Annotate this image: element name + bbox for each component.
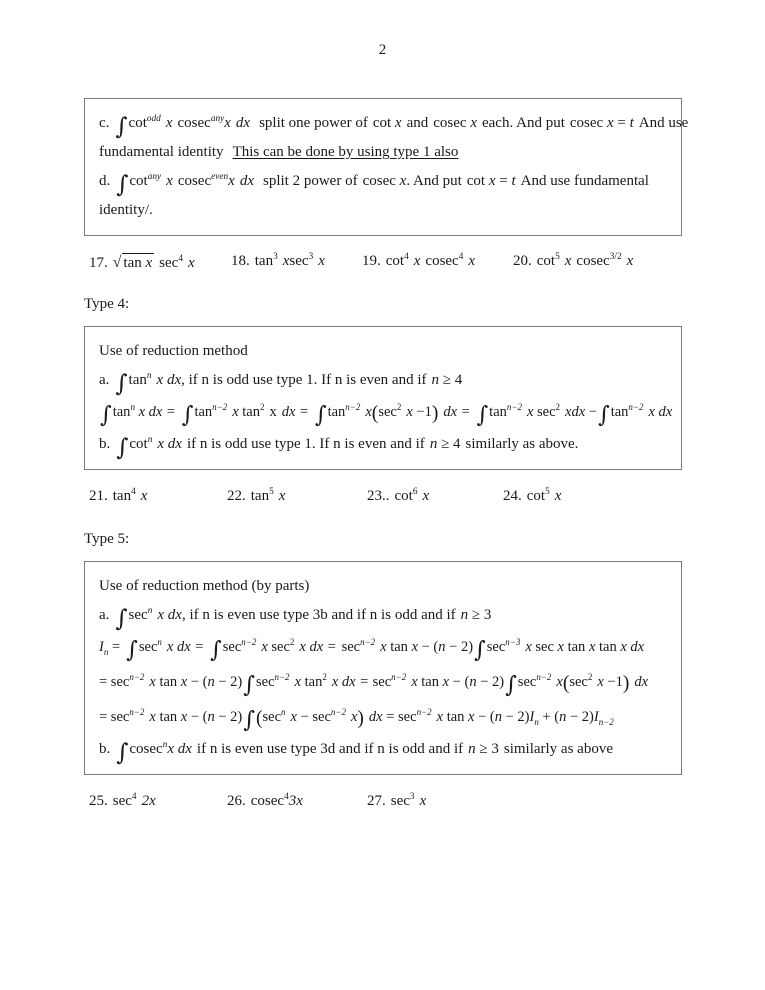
exercise-item-24 <box>503 488 561 505</box>
rule-a-var: x dx <box>156 372 182 388</box>
rule-d-var1: x <box>166 173 173 189</box>
exercise-item-18 <box>231 253 325 270</box>
rule-b-text: if n is even use type 3d and if n is odd and if <box>196 741 464 757</box>
exercise-var: 2x <box>141 793 156 809</box>
formula-In: I <box>99 639 104 655</box>
exercise-var-1: x <box>282 253 290 269</box>
exercise-fn-2: sec <box>289 253 309 269</box>
exercise-exponent: 5 <box>545 487 550 497</box>
rule-b-fn: cosec <box>129 741 163 757</box>
exercise-var: x <box>419 793 427 809</box>
rule-d-substitution: cot x = t <box>466 173 516 189</box>
rule-d-text1: split 2 power of <box>263 173 358 189</box>
exercise-number: 24. <box>503 488 522 504</box>
exercise-exponent: 4 <box>131 792 137 802</box>
exercise-fn-1: cot <box>536 253 556 269</box>
exercise-fn: cot <box>526 488 546 504</box>
exercise-fn: sec <box>159 255 179 271</box>
type-5-rules-box <box>84 561 682 775</box>
exercise-fn-2: cosec <box>425 253 459 269</box>
rule-c-line2-underlined: This can be done by using type 1 also <box>232 144 459 160</box>
exercise-exponent-1: 4 <box>404 252 409 262</box>
rule-c-text3: each. And put <box>481 115 565 131</box>
exercise-var-2: x <box>626 253 634 269</box>
rule-a-fn: tan <box>128 372 147 388</box>
exercise-var: x <box>278 488 286 504</box>
exercise-exponent: 4 <box>284 792 289 802</box>
exercise-number: 25. <box>89 793 108 809</box>
rule-d-exponent-even: even <box>211 172 229 182</box>
rule-b-label: b. <box>99 741 111 757</box>
rule-a-fn: sec <box>128 607 148 623</box>
exercise-item-17: 17. √ tan x $\sec^4 x$ <box>89 254 195 272</box>
exercise-item-23 <box>367 488 429 505</box>
exercise-number: 19. <box>362 253 381 269</box>
rule-b-text: if n is odd use type 1. If n is even and if <box>186 436 425 452</box>
rule-d-text2: . And put <box>406 173 462 189</box>
exercise-fn-1: cot <box>385 253 405 269</box>
rule-b-exponent: n <box>162 740 168 750</box>
exercise-row-17-20 <box>84 253 682 283</box>
exercise-item-22 <box>227 488 285 505</box>
rule-c-var2: x <box>224 115 231 131</box>
exercise-fn-1: tan <box>254 253 274 269</box>
exercise-item-21 <box>89 488 147 505</box>
exercise-row-21-24 <box>84 488 682 518</box>
type-5-formula-line-2: = $\sec^{n-2} x$ $\tan x - (n - 2)\int\sec^{n-2}$ x $\tan^2 x$ dx = $\sec^{n-2} x$ $\tan x - (n - 2)\int\sec^{n-2}$ $x(\sec^2$ x −1) dx <box>99 672 649 699</box>
type-4-rule-a: a. $\int\tan^n$ x dx, if n is odd use type 1. If n is even and if n ≥ 4 <box>99 369 463 397</box>
exercise-var: x <box>554 488 562 504</box>
rule-d-text3: And use fundamental <box>520 173 649 189</box>
exercise-var: x <box>422 488 430 504</box>
exercise-row-25-27 <box>84 793 682 823</box>
exercise-exponent: 3 <box>409 792 415 802</box>
type-4-rules-box <box>84 326 682 470</box>
exercise-exponent: 4 <box>178 254 183 264</box>
rule-a-text: , if n is odd use type 1. If n is even and if <box>181 372 427 388</box>
rule-b-condition: n ≥ 4 <box>429 436 461 452</box>
rule-a-var: x dx <box>157 607 182 623</box>
rule-d-cosecx: cosec x <box>362 173 407 189</box>
exercise-item-27 <box>367 793 426 810</box>
type-5-rule-a: a. $\int\sec^n$ x dx, if n is even use type 3b and if n is odd and if n ≥ 3 <box>99 604 492 632</box>
rule-a-label: a. <box>99 607 110 623</box>
exercise-var-2: x <box>318 253 325 269</box>
exercise-var: 3x <box>288 793 303 809</box>
type-4-formula: $\int\tan^n$ x dx = $\int\tan^{n-2}$ x $\tan^2 x$ dx = $\int\tan^{n-2}$ $x(\sec^2$ x −1) dx = $\int\tan^{n-2}$ x $\sec^2$ xdx $-\int\tan^{n-2}$ x dx <box>100 402 673 429</box>
rule-a-exponent: n <box>147 606 153 616</box>
exercise-var: x <box>140 488 148 504</box>
rule-a-condition: n ≥ 3 <box>460 607 492 623</box>
exercise-exponent: 5 <box>269 487 274 497</box>
rule-d-dx: dx <box>239 173 254 189</box>
exercise-var-1: x <box>413 253 421 269</box>
rule-a-label: a. <box>99 372 110 388</box>
rule-c-text1: split one power of <box>259 115 368 131</box>
rule-c-cot: cot <box>128 115 147 131</box>
exercise-number: 18. <box>231 253 250 269</box>
page-content <box>84 98 689 823</box>
rule-d-var2: x <box>228 173 235 189</box>
rule-c-exponent-odd: odd <box>146 114 161 124</box>
rule-c-exponent-any: any <box>210 114 225 124</box>
exercise-fn: tan <box>250 488 270 504</box>
exercise-number: 26. <box>227 793 246 809</box>
rule-c-text4: And use <box>638 115 689 131</box>
type-5-formula-line-3: = $\sec^{n-2} x$ $\tan x - (n - 2)\int(\sec^n$ $x - \sec^{n-2} x$) dx = $\sec^{n-2} x$ $\tan x - (n - 2)I_n + (n - 2)I_{n-2}$ <box>99 707 614 734</box>
exercise-exponent: 6 <box>412 487 418 497</box>
rule-c-cotx: cot x <box>372 115 402 131</box>
rule-d-cosec: cosec <box>177 173 212 189</box>
exercise-number: 23.. <box>367 488 390 504</box>
exercise-fn: sec <box>112 793 132 809</box>
rule-a-condition: n ≥ 4 <box>431 372 463 388</box>
rule-c-line1: c. $\int\cot^{odd}$ x cosec$^{any}$x dx split one power of cot x and cosec x each. And put cosec x = t And use <box>99 112 689 140</box>
exercise-fn: cot <box>394 488 413 504</box>
rule-b-fn: cot <box>129 436 148 452</box>
rule-c-line2 <box>99 138 669 167</box>
type-5-label: Type 5: <box>84 531 130 547</box>
rule-c-substitution: cosec x = t <box>569 115 634 131</box>
rule-d-cot: cot <box>129 173 148 189</box>
type-5-rule-b: b. ∫cosec$^n$x dx if n is even use type 3d and if n is odd and if n ≥ 3 similarly as above <box>99 738 613 766</box>
exercise-number: 27. <box>367 793 386 809</box>
rule-a-text: , if n is even use type 3b and if n is odd and if <box>181 607 456 623</box>
exercise-fn: sec <box>390 793 410 809</box>
rule-c-dx: dx <box>235 115 251 131</box>
type-4-label: Type 4: <box>84 296 130 312</box>
exercise-item-20 <box>513 253 633 270</box>
rule-c-cosec: cosec <box>177 115 211 131</box>
exercise-var: x <box>187 255 195 271</box>
exercise-var-2: x <box>468 253 476 269</box>
exercise-item-26 <box>227 793 303 810</box>
rule-b-exponent: n <box>147 435 153 445</box>
exercise-number: 22. <box>227 488 246 504</box>
rule-b-tail: similarly as above <box>503 741 613 757</box>
rule-d-line2: identity/. <box>99 202 153 218</box>
exercise-exponent-1: 5 <box>555 252 560 262</box>
type-5-formula-line-1: $I_n = \int\sec^n$ x dx = $\int\sec^{n-2}$ x $\sec^2 x$ dx = $\sec^{n-2} x$ $\tan x - (n - 2)\int\sec^{n-3}$ x sec x tan x tan x dx <box>99 637 645 664</box>
exercise-exponent-2: 3/2 <box>609 252 622 262</box>
exercise-fn: cosec <box>250 793 285 809</box>
exercise-exponent-1: 3 <box>273 252 278 262</box>
exercise-exponent-2: 3 <box>308 252 314 262</box>
sqrt-icon: √ <box>112 254 122 272</box>
type-4-rule-b: b. $\int\cot^n$ x dx if n is odd use type 1. If n is even and if n ≥ 4 similarly as above. <box>99 433 579 461</box>
type-3-rules-box <box>84 98 689 236</box>
exercise-fn: tan <box>112 488 132 504</box>
rule-d-exponent-any: any <box>147 172 162 182</box>
rule-b-condition: n ≥ 3 <box>468 741 499 757</box>
rule-a-exponent: n <box>146 371 152 381</box>
exercise-item-19 <box>362 253 475 270</box>
exercise-item-25 <box>89 793 156 810</box>
exercise-number: 17. <box>89 255 108 271</box>
exercise-exponent-2: 4 <box>458 252 464 262</box>
rule-c-label: c. <box>99 115 110 131</box>
rule-b-label: b. <box>99 436 111 452</box>
type-5-heading: Use of reduction method (by parts) <box>99 578 310 594</box>
rule-b-tail: similarly as above. <box>465 436 579 452</box>
rule-c-cosecx: cosec x <box>433 115 477 131</box>
exercise-number: 20. <box>513 253 532 269</box>
rule-d-label: d. <box>99 173 111 189</box>
exercise-number: 21. <box>89 488 108 504</box>
exercise-exponent: 4 <box>131 487 136 497</box>
type-4-heading: Use of reduction method <box>99 343 248 359</box>
rule-b-var: x dx <box>167 741 192 757</box>
exercise-var-1: x <box>564 253 572 269</box>
rule-c-var1: x <box>165 115 173 131</box>
rule-c-line2-plain: fundamental identity <box>99 144 224 160</box>
rule-c-text2: and <box>406 115 429 131</box>
rule-d-line1: d. $\int\cot^{any}$ x cosec$^{even}$x dx split 2 power of cosec x. And put cot x = t And use fundamental <box>99 170 649 198</box>
page-number: 2 <box>378 42 387 58</box>
rule-b-var: x dx <box>157 436 182 452</box>
exercise-fn-2: cosec <box>576 253 610 269</box>
